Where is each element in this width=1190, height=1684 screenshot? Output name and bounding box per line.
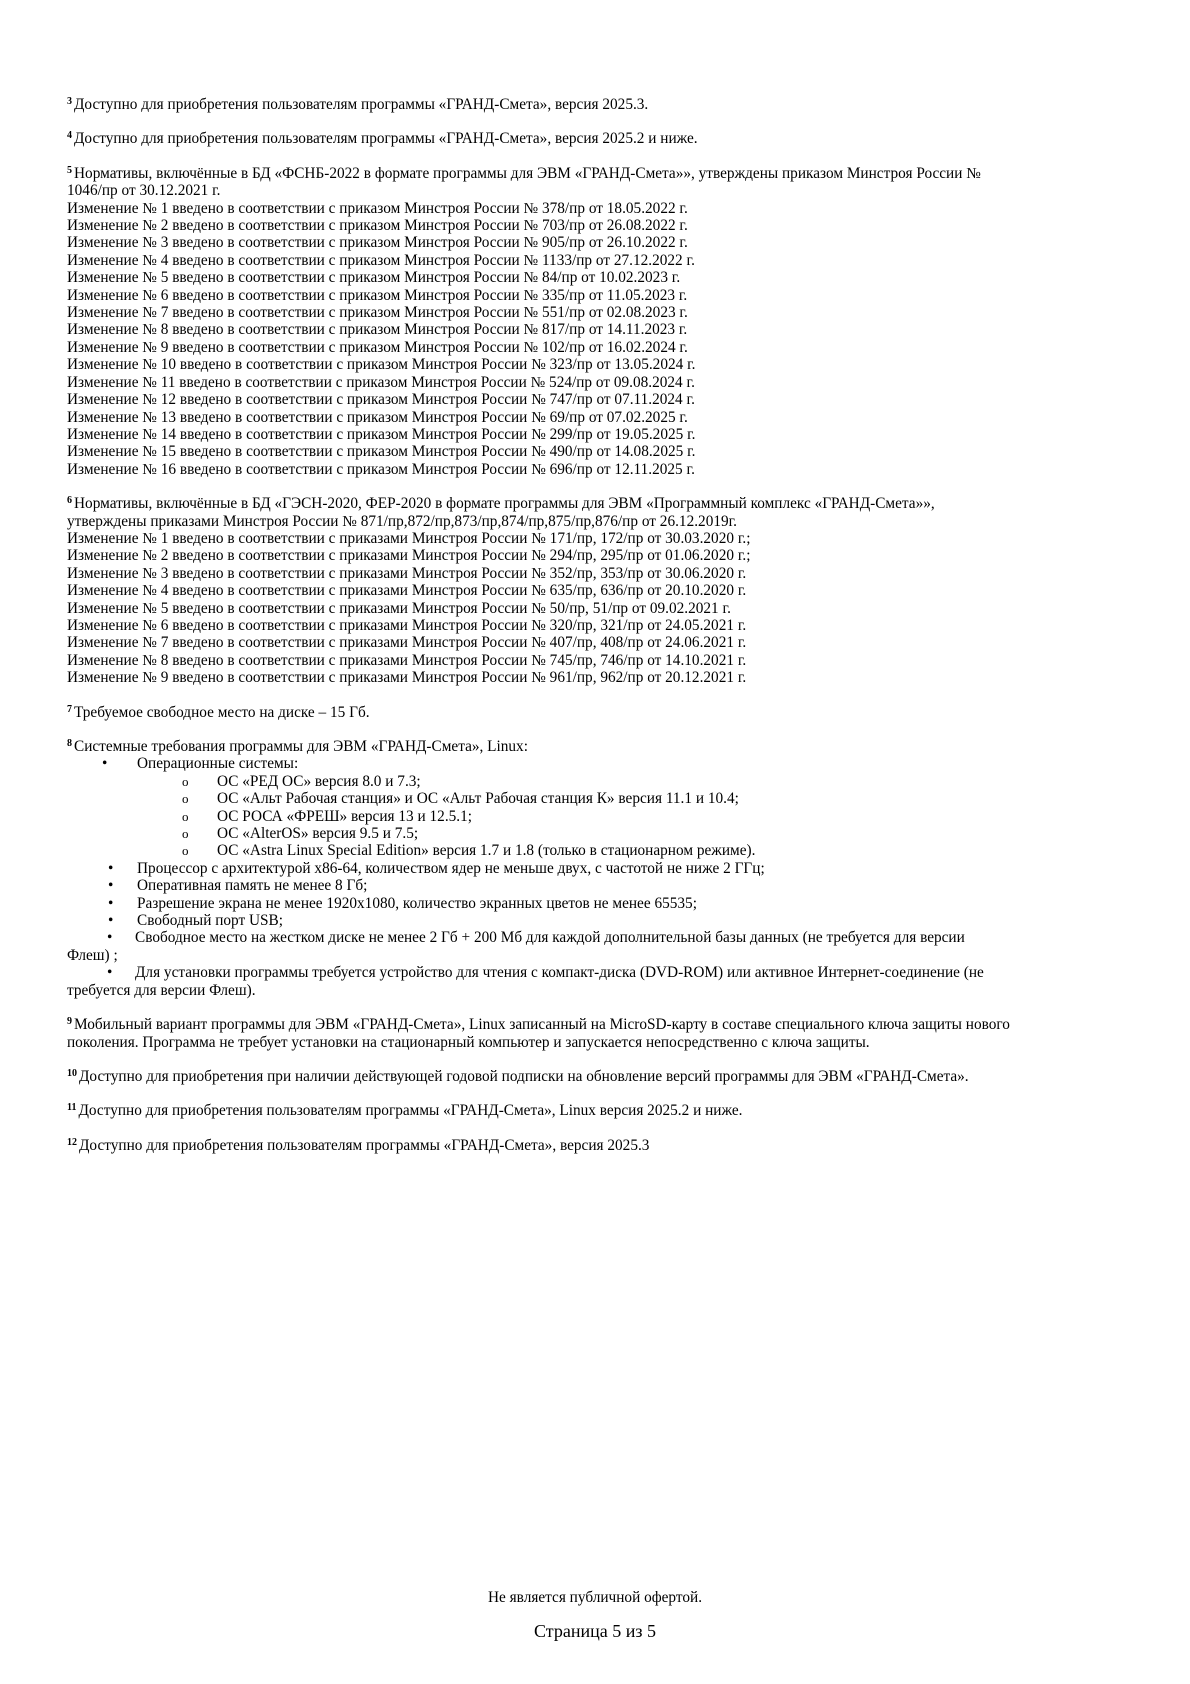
bullet-icon: •: [108, 859, 114, 877]
change-line: Изменение № 4 введено в соответствии с приказом Минстроя России № 1133/пр от 27.12.2022 г.: [67, 251, 695, 269]
footnote-text: Доступно для приобретения пользователям программы «ГРАНД-Смета», версия 2025.3: [79, 1136, 650, 1154]
footnote-number: 11: [67, 1102, 77, 1114]
footnote-11: [67, 1102, 1127, 1119]
change-line: Изменение № 11 введено в соответствии с приказом Минстроя России № 524/пр от 09.08.2024 г.: [67, 373, 695, 391]
change-line: Изменение № 9 введено в соответствии с приказом Минстроя России № 102/пр от 16.02.2024 г.: [67, 338, 688, 356]
footnote-title: $^8$ Системные требования программы для ЭВМ «ГРАНД-Смета», Linux:: [67, 738, 528, 755]
list-item: o ОС РОСА «ФРЕШ» версия 13 и 12.5.1;: [182, 807, 473, 825]
change-line: Изменение № 8 введено в соответствии с приказом Минстроя России № 817/пр от 14.11.2023 г.: [67, 321, 688, 339]
bullet-icon: •: [108, 894, 114, 912]
footnotes-page: [67, 96, 1127, 1154]
footnote-4: [67, 130, 1127, 147]
os-label: Операционные системы:: [137, 755, 299, 773]
footnote-number: 3: [67, 96, 72, 107]
footnote-intro-cont: утверждены приказами Минстроя России № 871/пр,872/пр,873/пр,874/пр,875/пр,876/пр от 26.12.2019г.: [67, 512, 738, 530]
sub-bullet-icon: o: [182, 826, 189, 842]
footnote-text: Доступно для приобретения пользователям программы «ГРАНД-Смета», Linux версия 2025.2 и ниже.: [78, 1102, 743, 1120]
change-line: Изменение № 7 введено в соответствии с приказами Минстроя России № 407/пр, 408/пр от 24.06.2021 г.: [67, 634, 747, 652]
footnote-10: [67, 1068, 1127, 1085]
change-line: Изменение № 10 введено в соответствии с приказом Минстроя России № 323/пр от 13.05.2024 г.: [67, 356, 696, 374]
footnote-number: 7: [67, 703, 72, 715]
os-list: [67, 773, 1127, 860]
bullet-icon: •: [102, 755, 108, 773]
change-line: Изменение № 12 введено в соответствии с приказом Минстроя России № 747/пр от 07.11.2024 г.: [67, 391, 695, 409]
footnote-intro: $^5$ Нормативы, включённые в БД «ФСНБ-2022 в формате программы для ЭВМ «ГРАНД-Смета»», утверждены приказом Минстроя России №: [67, 164, 981, 182]
footnote-intro-cont: 1046/пр от 30.12.2021 г.: [67, 182, 221, 200]
change-line: Изменение № 4 введено в соответствии с приказами Минстроя России № 635/пр, 636/пр от 20.10.2020 г.: [67, 582, 747, 600]
list-item: • Процессор с архитектурой x86-64, количеством ядер не меньше двух, с частотой не ниже 2 ГГц;: [108, 859, 765, 877]
sub-bullet-icon: o: [182, 773, 189, 789]
footnote-8: [67, 738, 1127, 999]
footnote-9: $^9$ Мобильный вариант программы для ЭВМ «ГРАНД-Смета», Linux записанный на MicroSD-карту в составе специального ключа защиты нового поколения. Программа не требует установки на стационарный компьютер и запускается непосредственно с ключа защиты.: [67, 1016, 1010, 1051]
list-item: • Свободный порт USB;: [108, 912, 284, 930]
list-item: o ОС «РЕД ОС» версия 8.0 и 7.3;: [182, 772, 421, 790]
sub-bullet-icon: o: [182, 791, 189, 807]
change-line: Изменение № 13 введено в соответствии с приказом Минстроя России № 69/пр от 07.02.2025 г.: [67, 408, 688, 426]
change-line: Изменение № 16 введено в соответствии с приказом Минстроя России № 696/пр от 12.11.2025 г.: [67, 460, 695, 478]
bullet-icon: •: [108, 877, 114, 895]
change-line: Изменение № 14 введено в соответствии с приказом Минстроя России № 299/пр от 19.05.2025 г.: [67, 425, 696, 443]
footnote-3: [67, 96, 1127, 113]
change-line: Изменение № 7 введено в соответствии с приказом Минстроя России № 551/пр от 02.08.2023 г.: [67, 304, 688, 322]
footnote-5: [67, 165, 1127, 478]
footnote-7: [67, 704, 1127, 721]
footnote-text: Требуемое свободное место на диске – 15 Гб.: [74, 703, 370, 721]
list-item: • Свободное место на жестком диске не менее 2 Гб + 200 Мб для каждой дополнительной базы данных (не требуется для версии Флеш) ;: [67, 929, 965, 964]
change-line: Изменение № 6 введено в соответствии с приказами Минстроя России № 320/пр, 321/пр от 24.05.2021 г.: [67, 616, 747, 634]
list-item: o ОС «AlterOS» версия 9.5 и 7.5;: [182, 825, 419, 843]
change-line: Изменение № 5 введено в соответствии с приказом Минстроя России № 84/пр от 10.02.2023 г.: [67, 269, 681, 287]
list-item: o ОС «Альт Рабочая станция» и ОС «Альт Рабочая станция К» версия 11.1 и 10.4;: [182, 790, 739, 808]
change-line: Изменение № 1 введено в соответствии с приказами Минстроя России № 171/пр, 172/пр от 30.03.2020 г.;: [67, 529, 751, 547]
footnote-number: 10: [67, 1067, 77, 1079]
change-line: Изменение № 1 введено в соответствии с приказом Минстроя России № 378/пр от 18.05.2022 г.: [67, 199, 688, 217]
bullet-icon: •: [107, 929, 113, 947]
bullet-icon: •: [108, 912, 114, 930]
public-offer-notice: Не является публичной офертой.: [487, 1589, 703, 1606]
footnote-12: [67, 1137, 1127, 1154]
requirements-list: [67, 755, 1127, 999]
footnote-text: Доступно для приобретения при наличии действующей годовой подписки на обновление версий программы для ЭВМ «ГРАНД-Смета».: [79, 1067, 969, 1085]
footnote-number: 6: [67, 495, 72, 507]
change-line: Изменение № 15 введено в соответствии с приказом Минстроя России № 490/пр от 14.08.2025 г.: [67, 443, 696, 461]
change-line: Изменение № 2 введено в соответствии с приказом Минстроя России № 703/пр от 26.08.2022 г.: [67, 217, 688, 235]
list-item: • Для установки программы требуется устройство для чтения с компакт-диска (DVD-ROM) или активное Интернет-соединение (не требуется для версии Флеш).: [67, 964, 984, 999]
sub-bullet-icon: o: [182, 808, 189, 824]
sub-bullet-icon: o: [182, 843, 189, 859]
change-line: Изменение № 6 введено в соответствии с приказом Минстроя России № 335/пр от 11.05.2023 г.: [67, 286, 688, 304]
footnote-intro: $^6$ Нормативы, включённые в БД «ГЭСН-2020, ФЕР-2020 в формате программы для ЭВМ «Программный комплекс «ГРАНД-Смета»»,: [67, 495, 935, 513]
change-line: Изменение № 3 введено в соответствии с приказами Минстроя России № 352/пр, 353/пр от 30.06.2020 г.: [67, 564, 747, 582]
footnote-6: [67, 495, 1127, 686]
page-number: Страница 5 из 5: [534, 1621, 656, 1641]
footnote-number: 12: [67, 1136, 77, 1148]
footnote-number: 5: [67, 164, 72, 176]
list-item: o ОС «Astra Linux Special Edition» версия 1.7 и 1.8 (только в стационарном режиме).: [182, 842, 756, 860]
change-line: Изменение № 2 введено в соответствии с приказами Минстроя России № 294/пр, 295/пр от 01.06.2020 г.;: [67, 547, 751, 565]
footnote-number: 4: [67, 130, 72, 142]
list-item: • Оперативная память не менее 8 Гб;: [108, 877, 368, 895]
change-line: Изменение № 8 введено в соответствии с приказами Минстроя России № 745/пр, 746/пр от 14.10.2021 г.: [67, 651, 747, 669]
change-line: Изменение № 5 введено в соответствии с приказами Минстроя России № 50/пр, 51/пр от 09.02.2021 г.: [67, 599, 731, 617]
footnote-number: 8: [67, 738, 72, 749]
list-item-os: [67, 755, 1127, 859]
change-line: Изменение № 3 введено в соответствии с приказом Минстроя России № 905/пр от 26.10.2022 г.: [67, 234, 688, 252]
change-line: Изменение № 9 введено в соответствии с приказами Минстроя России № 961/пр, 962/пр от 20.12.2021 г.: [67, 669, 747, 687]
footnote-text: Доступно для приобретения пользователям программы «ГРАНД-Смета», версия 2025.2 и ниже.: [74, 130, 698, 148]
footnote-number: 9: [67, 1016, 72, 1028]
bullet-icon: •: [107, 964, 113, 982]
footnote-text: Доступно для приобретения пользователям программы «ГРАНД-Смета», версия 2025.3.: [74, 96, 649, 113]
list-item: • Разрешение экрана не менее 1920x1080, количество экранных цветов не менее 65535;: [108, 894, 697, 912]
